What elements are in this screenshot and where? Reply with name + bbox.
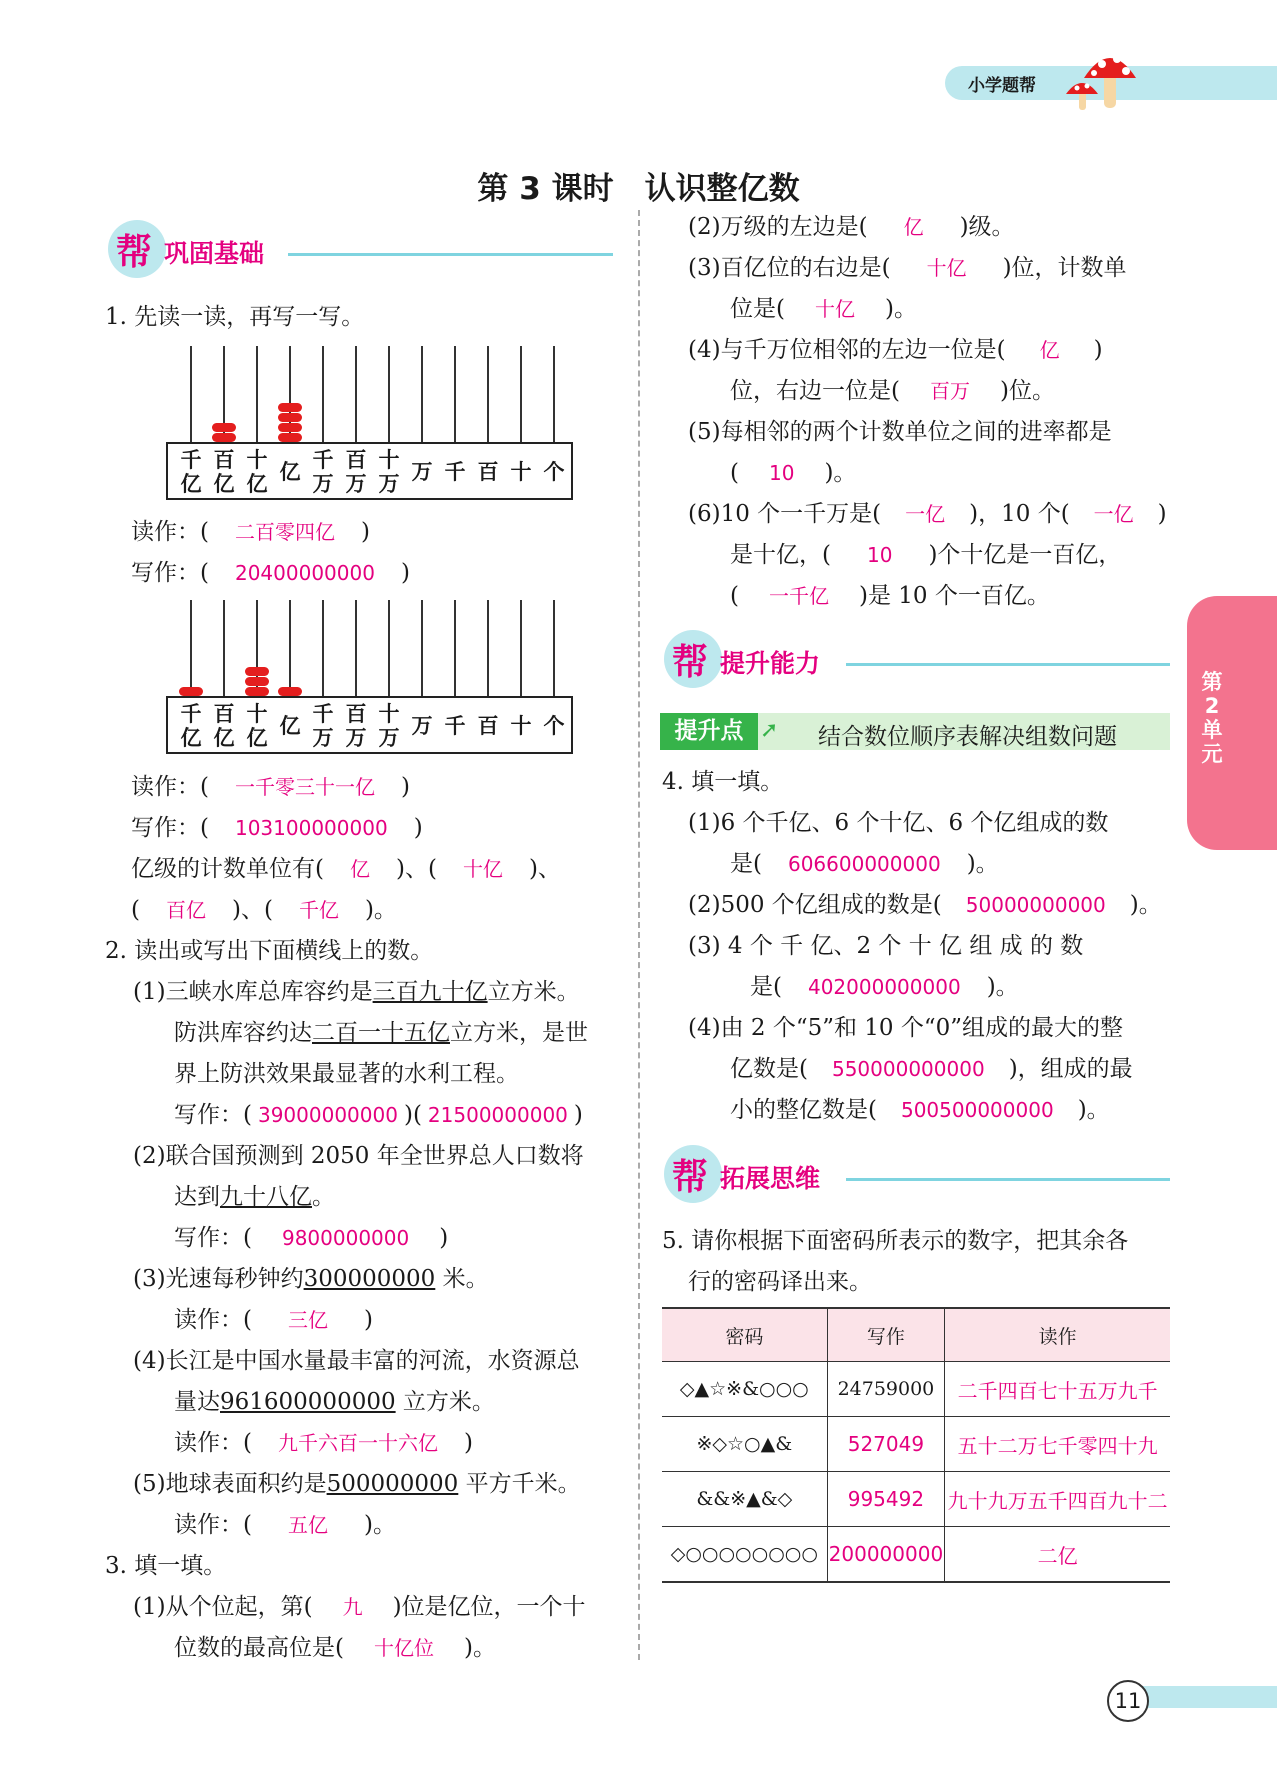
- table-row: [662, 1472, 1170, 1527]
- q1-units-line-1: 亿级的计数单位有( 亿 )、( 十亿 )、: [131, 856, 561, 882]
- bead: [278, 423, 302, 432]
- q1-write-1: 写作：( 20400000000 ): [131, 560, 410, 586]
- write-cell: 995492: [827, 1472, 945, 1527]
- q4-p3-line-2: 是( 402000000000 )。: [750, 974, 1019, 1000]
- q5-stem-line-1: 5. 请你根据下面密码所表示的数字，把其余各: [662, 1228, 1129, 1254]
- q4-p4-line-1: (4)由 2 个“5”和 10 个“0”组成的最大的整: [688, 1015, 1124, 1041]
- q3-p2: (2)万级的左边是( 亿 )级。: [688, 214, 1015, 240]
- q2-p1-line-2: 防洪库容约达二百一十五亿立方米，是世: [174, 1020, 588, 1046]
- q1-read-1: 读作：( 二百零四亿 ): [131, 519, 370, 545]
- q1-stem: 1. 先读一读，再写一写。: [105, 304, 365, 330]
- q2-p2-line-2: 达到九十八亿。: [174, 1184, 335, 1210]
- q2-p3-line: (3)光速每秒钟约300000000 米。: [133, 1266, 489, 1292]
- q4-p1-line-1: (1)6 个千亿、6 个十亿、6 个亿组成的数: [688, 810, 1109, 836]
- write-cell: 527049: [827, 1417, 945, 1472]
- bead: [278, 413, 302, 422]
- read-cell: 五十二万七千零四十九: [945, 1417, 1170, 1472]
- tip-label: 提升点: [660, 713, 758, 750]
- table-row: [662, 1527, 1170, 1583]
- q3-p3-line-2: 位是( 十亿 )。: [730, 296, 917, 322]
- table-header-row: [662, 1308, 1170, 1362]
- bead: [245, 677, 269, 686]
- table-header-cell: 写作: [827, 1308, 945, 1362]
- brand-label: 小学题帮: [968, 76, 1036, 96]
- page-number: 11: [1107, 1680, 1149, 1722]
- q4-stem: 4. 填一填。: [662, 769, 784, 795]
- q1-read-2: 读作：( 一千零三十一亿 ): [131, 774, 410, 800]
- q2-p2-write: 写作：( 9800000000 ): [174, 1225, 449, 1251]
- q3-stem: 3. 填一填。: [105, 1553, 227, 1579]
- code-cell: &&※▲&◇: [662, 1472, 827, 1527]
- read-cell: 九十九万五千四百九十二: [945, 1472, 1170, 1527]
- page-title: 第 3 课时 认识整亿数: [477, 171, 800, 207]
- code-cell: ◇○○○○○○○○: [662, 1527, 827, 1583]
- section-header-thinking: 帮 拓展思维: [664, 1145, 1170, 1193]
- bead: [212, 423, 236, 432]
- q2-p5-line: (5)地球表面积约是500000000 平方千米。: [133, 1471, 581, 1497]
- q3-p6-line-1: (6)10 个一千万是( 一亿 )，10 个( 一亿 ): [688, 501, 1167, 527]
- q4-p2: (2)500 个亿组成的数是( 50000000000 )。: [688, 892, 1162, 918]
- read-cell: 二千四百七十五万九千: [945, 1362, 1170, 1417]
- arrow-icon: ➚: [760, 718, 779, 743]
- q3-p5-line-1: (5)每相邻的两个计数单位之间的进率都是: [688, 419, 1112, 445]
- q4-p1-line-2: 是( 606600000000 )。: [730, 851, 999, 877]
- q2-p4-read: 读作：( 九千六百一十六亿 ): [174, 1430, 473, 1456]
- unit-side-tab-label: 第2单元: [1201, 670, 1223, 766]
- table-row: [662, 1362, 1170, 1417]
- column-divider: [638, 210, 640, 1660]
- mushroom-icon: [1062, 44, 1142, 114]
- code-cell: ◇▲☆※&○○○: [662, 1362, 827, 1417]
- q1-write-2: 写作：( 103100000000 ): [131, 815, 423, 841]
- abacus-2-labels: 千 亿 百 亿 十 亿 亿 千 万 百 万 十 万 万 千 百 十 个: [180, 702, 565, 750]
- q2-p1-line-3: 界上防洪效果最显著的水利工程。: [174, 1061, 519, 1087]
- q2-p1-write: 写作：( 39000000000 )( 21500000000 ): [174, 1102, 583, 1128]
- q2-p5-read: 读作：( 五亿 )。: [174, 1512, 396, 1538]
- bead: [278, 433, 302, 442]
- code-cell: ※◇☆○▲&: [662, 1417, 827, 1472]
- q3-p1-line-2: 位数的最高位是( 十亿位 )。: [174, 1635, 496, 1661]
- section-header-basics: 帮 巩固基础: [108, 220, 613, 268]
- read-cell: 二亿: [945, 1527, 1170, 1583]
- q3-p4-line-2: 位，右边一位是( 百万 )位。: [730, 378, 1055, 404]
- q5-stem-line-2: 行的密码译出来。: [688, 1269, 872, 1295]
- q2-p3-read: 读作：( 三亿 ): [174, 1307, 373, 1333]
- q3-p6-line-3: ( 一千亿 )是 10 个一百亿。: [730, 583, 1050, 609]
- q2-p1-line-1: (1)三峡水库总库容约是三百九十亿立方米。: [133, 979, 580, 1005]
- table-row: [662, 1417, 1170, 1472]
- table-header-cell: 密码: [662, 1308, 827, 1362]
- bead: [179, 687, 203, 696]
- bead: [278, 403, 302, 412]
- bead: [278, 687, 302, 696]
- bead: [212, 433, 236, 442]
- q3-p3-line-1: (3)百亿位的右边是( 十亿 )位，计数单: [688, 255, 1127, 281]
- q3-p4-line-1: (4)与千万位相邻的左边一位是( 亿 ): [688, 337, 1103, 363]
- password-table: [662, 1307, 1170, 1583]
- abacus-1-labels: 千 亿 百 亿 十 亿 亿 千 万 百 万 十 万 万 千 百 十 个: [180, 448, 565, 496]
- write-cell: 24759000: [827, 1362, 945, 1417]
- q4-p3-line-1: (3) 4 个 千 亿、2 个 十 亿 组 成 的 数: [688, 933, 1084, 959]
- bead: [245, 667, 269, 676]
- write-cell: 200000000: [827, 1527, 945, 1583]
- tip-text: 结合数位顺序表解决组数问题: [818, 724, 1117, 750]
- q3-p1-line-1: (1)从个位起，第( 九 )位是亿位，一个十: [133, 1594, 586, 1620]
- q1-units-line-2: ( 百亿 )、( 千亿 )。: [131, 897, 397, 923]
- q4-p4-line-3: 小的整亿数是( 500500000000 )。: [730, 1097, 1110, 1123]
- q4-p4-line-2: 亿数是( 550000000000 )，组成的最: [730, 1056, 1133, 1082]
- section-header-ability: 帮 提升能力: [664, 630, 1170, 678]
- bead: [245, 687, 269, 696]
- q2-p2-line-1: (2)联合国预测到 2050 年全世界总人口数将: [133, 1143, 584, 1169]
- q3-p6-line-2: 是十亿，( 10 )个十亿是一百亿，: [730, 542, 1122, 568]
- table-header-cell: 读作: [945, 1308, 1170, 1362]
- q2-p4-line-2: 量达961600000000 立方米。: [174, 1389, 495, 1415]
- q2-stem: 2. 读出或写出下面横线上的数。: [105, 938, 434, 964]
- q2-p4-line-1: (4)长江是中国水量最丰富的河流，水资源总: [133, 1348, 580, 1374]
- q3-p5-line-2: ( 10 )。: [730, 460, 857, 486]
